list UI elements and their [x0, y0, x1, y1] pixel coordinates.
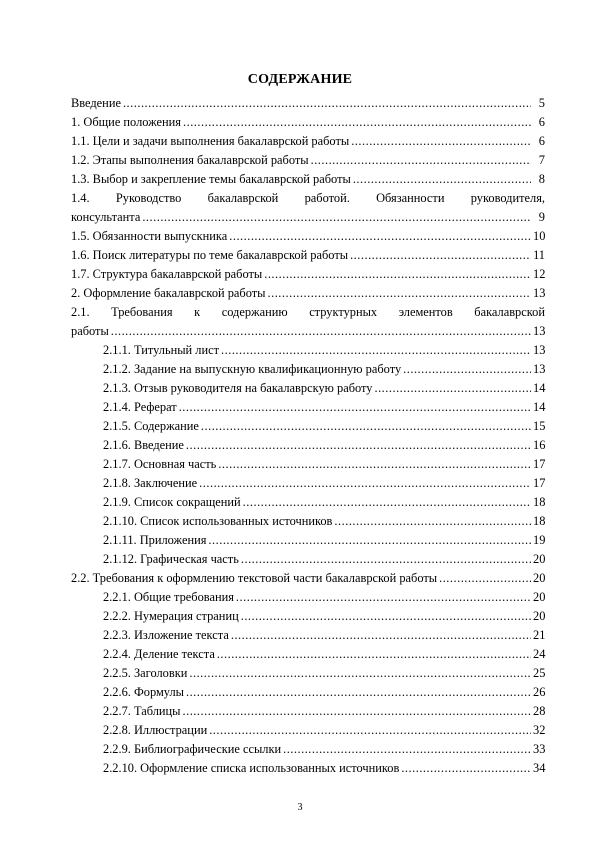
- toc-dot-leader: [189, 664, 531, 683]
- toc-entry: [71, 645, 545, 664]
- toc-entry-title: 1.2. Этапы выполнения бакалаврской работы: [71, 153, 309, 167]
- toc-entry-page: 25: [533, 666, 546, 680]
- toc-entry: [71, 455, 545, 474]
- toc-entry: [71, 360, 545, 379]
- toc-entry-page: 20: [533, 552, 546, 566]
- toc-dot-leader: [209, 721, 531, 740]
- toc-dot-leader: [218, 455, 531, 474]
- toc-entry-title: 2.2.9. Библиографические ссылки: [103, 742, 282, 756]
- toc-entry-title: 2.2.1. Общие требования: [103, 590, 234, 604]
- toc-dot-leader: [221, 341, 531, 360]
- toc-dot-leader: [350, 246, 531, 265]
- toc-entry-title: 1. Общие положения: [71, 115, 182, 129]
- toc-entry-page: 20: [533, 571, 546, 585]
- toc-entry-page: 13: [533, 286, 546, 300]
- toc-entry-title: 1.3. Выбор и закрепление темы бакалаврской работы: [71, 172, 351, 186]
- toc-entry-title-line1: 2.1. Требования к содержанию структурных элементов бакалаврской: [71, 305, 545, 319]
- toc-entry-page: 10: [533, 229, 546, 243]
- toc-entry-page: 18: [533, 514, 546, 528]
- toc-dot-leader: [217, 645, 531, 664]
- toc-entry: [71, 588, 545, 607]
- toc-dot-leader: [123, 94, 531, 113]
- toc-dot-leader: [201, 417, 531, 436]
- toc-entry-page: 11: [533, 248, 545, 262]
- toc-entry-title: 1.6. Поиск литературы по теме бакалаврской работы: [71, 248, 349, 262]
- toc-entry: [71, 740, 545, 759]
- toc-entry: [71, 341, 545, 360]
- toc-entry-title: 2.2.7. Таблицы: [103, 704, 181, 718]
- toc-entry-title: консультанта: [71, 210, 141, 224]
- toc-entry-page: 20: [533, 590, 546, 604]
- toc-entry-page: 34: [533, 761, 546, 775]
- toc-entry: [71, 626, 545, 645]
- toc-entry-page: 17: [533, 476, 546, 490]
- toc-entry-title: 2.1.7. Основная часть: [103, 457, 217, 471]
- toc-entry-page: 13: [533, 343, 546, 357]
- toc-entry-title: 2.2.5. Заголовки: [103, 666, 188, 680]
- toc-entry-title: 2.2.10. Оформление списка использованных источников: [103, 761, 400, 775]
- toc-dot-leader: [111, 322, 531, 341]
- toc-dot-leader: [186, 683, 531, 702]
- toc-entry-page: 9: [538, 210, 545, 224]
- toc-dot-leader: [243, 493, 531, 512]
- toc-entry-title: 2.1.5. Содержание: [103, 419, 199, 433]
- toc-dot-leader: [403, 360, 531, 379]
- toc-entry-page: 13: [533, 362, 546, 376]
- toc-entry-title: 2.1.12. Графическая часть: [103, 552, 239, 566]
- toc-entry: [71, 721, 545, 740]
- toc-entry: [71, 474, 545, 493]
- toc-dot-leader: [183, 702, 531, 721]
- toc-entry: [71, 265, 545, 284]
- toc-entry: [71, 170, 545, 189]
- toc-dot-leader: [353, 170, 531, 189]
- toc-entry-page: 21: [533, 628, 546, 642]
- toc-entry-page: 18: [533, 495, 546, 509]
- toc-dot-leader: [439, 569, 531, 588]
- toc-entry-title: 2.1.8. Заключение: [103, 476, 198, 490]
- toc-entry-page: 13: [533, 324, 546, 338]
- toc-entry-page: 16: [533, 438, 546, 452]
- toc-entry: [71, 417, 545, 436]
- toc-entry: [71, 664, 545, 683]
- toc-dot-leader: [351, 132, 531, 151]
- toc-entry-title: 2.2.2. Нумерация страниц: [103, 609, 239, 623]
- toc-entry-title: 2.1.10. Список использованных источников: [103, 514, 333, 528]
- toc-entry: [71, 94, 545, 113]
- toc-entry-title: 2.2. Требования к оформлению текстовой части бакалаврской работы: [71, 571, 438, 585]
- toc-entry: [71, 512, 545, 531]
- toc-entry-title: 1.5. Обязанности выпускника: [71, 229, 228, 243]
- toc-entry: [71, 246, 545, 265]
- toc-dot-leader: [283, 740, 531, 759]
- toc-entry: [71, 683, 545, 702]
- table-of-contents: [71, 94, 545, 778]
- page-number: 3: [297, 802, 303, 813]
- toc-entry-page: 26: [533, 685, 546, 699]
- toc-entry-page: 19: [533, 533, 546, 547]
- toc-dot-leader: [231, 626, 531, 645]
- toc-entry-title: 2.1.1. Титульный лист: [103, 343, 220, 357]
- toc-entry: [71, 284, 545, 303]
- page-title: СОДЕРЖАНИЕ: [247, 72, 353, 87]
- toc-dot-leader: [374, 379, 531, 398]
- toc-entry-title: 2.2.8. Иллюстрации: [103, 723, 208, 737]
- toc-entry: [71, 132, 545, 151]
- toc-entry: [71, 436, 545, 455]
- toc-dot-leader: [264, 265, 531, 284]
- toc-dot-leader: [142, 208, 531, 227]
- toc-entry-title: 1.1. Цели и задачи выполнения бакалаврской работы: [71, 134, 350, 148]
- toc-entry-page: 14: [533, 400, 546, 414]
- toc-entry-page: 33: [533, 742, 546, 756]
- toc-entry: [71, 531, 545, 550]
- toc-dot-leader: [183, 113, 531, 132]
- toc-entry-title: 2.2.6. Формулы: [103, 685, 184, 699]
- toc-dot-leader: [401, 759, 531, 778]
- toc-dot-leader: [186, 436, 531, 455]
- toc-dot-leader: [208, 531, 531, 550]
- toc-entry-page: 12: [533, 267, 546, 281]
- toc-entry-title: 1.7. Структура бакалаврской работы: [71, 267, 263, 281]
- toc-entry-title-line1: 1.4. Руководство бакалаврской работой. Обязанности руководителя,: [71, 191, 545, 205]
- toc-entry-page: 14: [533, 381, 546, 395]
- toc-entry-page: 6: [538, 115, 545, 129]
- toc-entry-page: 24: [533, 647, 546, 661]
- toc-entry: [71, 759, 545, 778]
- toc-entry: [71, 493, 545, 512]
- toc-entry: [71, 113, 545, 132]
- toc-entry-title: 2.1.3. Отзыв руководителя на бакалаврскую работу: [103, 381, 373, 395]
- toc-entry-title: 2. Оформление бакалаврской работы: [71, 286, 266, 300]
- toc-entry: [71, 227, 545, 246]
- toc-entry-title: 2.1.4. Реферат: [103, 400, 177, 414]
- toc-entry-page: 17: [533, 457, 546, 471]
- toc-dot-leader: [199, 474, 531, 493]
- toc-dot-leader: [236, 588, 531, 607]
- toc-entry-page: 20: [533, 609, 546, 623]
- toc-entry-title: 2.2.3. Изложение текста: [103, 628, 229, 642]
- toc-entry-title: работы: [71, 324, 109, 338]
- toc-entry: [71, 151, 545, 170]
- toc-entry-page: 28: [533, 704, 546, 718]
- toc-dot-leader: [334, 512, 531, 531]
- toc-entry: [71, 702, 545, 721]
- toc-entry-page: 15: [533, 419, 546, 433]
- toc-entry-page: 5: [538, 96, 545, 110]
- toc-entry: [71, 379, 545, 398]
- toc-entry-page: 7: [538, 153, 545, 167]
- toc-dot-leader: [311, 151, 531, 170]
- toc-dot-leader: [241, 607, 531, 626]
- toc-dot-leader: [241, 550, 531, 569]
- toc-entry-page: 8: [538, 172, 545, 186]
- toc-entry-title: 2.2.4. Деление текста: [103, 647, 215, 661]
- toc-entry: [71, 550, 545, 569]
- toc-entry: [71, 189, 545, 227]
- toc-dot-leader: [268, 284, 531, 303]
- toc-entry: [71, 303, 545, 341]
- toc-entry: [71, 607, 545, 626]
- toc-entry: [71, 569, 545, 588]
- toc-entry-page: 32: [533, 723, 546, 737]
- toc-entry-page: 6: [538, 134, 545, 148]
- toc-dot-leader: [229, 227, 531, 246]
- toc-entry-title: 2.1.9. Список сокращений: [103, 495, 241, 509]
- toc-entry: [71, 398, 545, 417]
- toc-entry-title: 2.1.11. Приложения: [103, 533, 207, 547]
- toc-entry-title: 2.1.2. Задание на выпускную квалификационную работу: [103, 362, 402, 376]
- toc-entry-title: Введение: [71, 96, 121, 110]
- toc-entry-title: 2.1.6. Введение: [103, 438, 184, 452]
- toc-dot-leader: [179, 398, 531, 417]
